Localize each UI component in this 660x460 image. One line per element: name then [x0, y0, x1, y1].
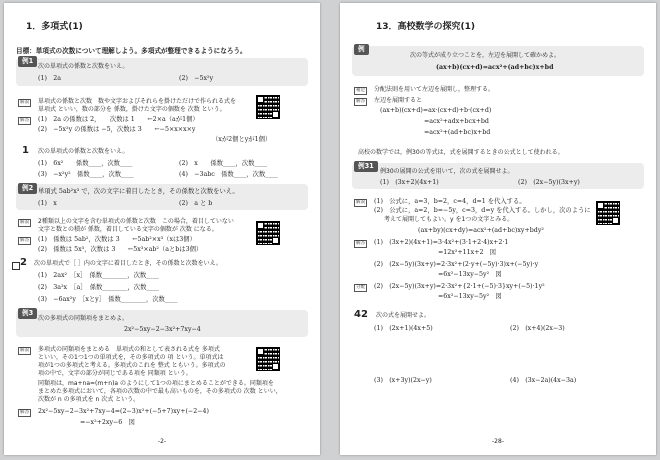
- definition-3-line-4: 項の中で，文字の部分が同じである項を 同類項 という。: [38, 370, 192, 377]
- answer-tag: 解答: [20, 410, 30, 415]
- solution-1-line-2: =12x²+11x+2 図: [438, 249, 497, 256]
- exercise-1-number: 1: [22, 145, 29, 156]
- exercise-42-text: 次の式を展開せよ。: [376, 312, 431, 319]
- exercise-1-row-1a: (1) 6x² 係数____，次数____: [38, 160, 133, 167]
- strategy-line-3: 考えて展開してもよい。y を1つの文字とみる。: [384, 216, 514, 223]
- page-title: 1．多項式(1): [26, 22, 83, 32]
- example-31-text: 例30の展開の公式を用いて，次の式を展開せよ。: [380, 168, 514, 175]
- example-2-text: 単項式 5ab²x³ で，次の文字に着目したとき，その係数と次数をいえ。: [38, 188, 239, 195]
- tip-1: 分配法則を用いて左辺を展開し，整理する。: [374, 86, 495, 93]
- goal-statement: 目標：単項式の次数について理解しよう。多項式が整理できるようになろう。: [16, 47, 247, 55]
- exercise-42-item-2: (2) (x+4)(2x−3): [510, 325, 565, 332]
- alternate-tag: 分配: [356, 285, 366, 290]
- answer-1-line-3: （xが2個とyが1個）: [212, 136, 272, 143]
- example-2-item-2: (2) a と b: [179, 200, 213, 207]
- example-1-item-1: (1) 2a: [38, 75, 61, 82]
- example-3-expression: 2x²−5xy−2−3x²+7xy−4: [124, 326, 201, 333]
- qr-code-icon[interactable]: [256, 221, 280, 245]
- example-30-text: 次の等式が成り立つことを，左辺を展開して確かめよ。: [410, 52, 561, 59]
- example-31-item-2: (2) (2x−5y)(3x+y): [518, 179, 580, 186]
- explanation-tag: 解説: [20, 220, 30, 225]
- example-30-expression: (ax+b)(cx+d)=acx²+(ad+bc)x+bd: [436, 64, 554, 71]
- definition-2-line-1: 2種類以上の文字を含む単項式の係数と次数 この場合，着目していない: [38, 218, 234, 225]
- exercise-42-number: 42: [354, 309, 368, 320]
- page-number: -2-: [157, 438, 167, 445]
- left-page: [4, 3, 320, 455]
- definition-3-line-6: まとめた多項式において，各項の次数の中で最も高いものを，その多項式の 次数 といい，: [38, 388, 282, 395]
- explanation-tag: 解説: [20, 348, 30, 353]
- answer-tag: 解答: [20, 118, 30, 123]
- example-2-item-1: (1) x: [38, 200, 57, 207]
- exercise-1-text: 次の単項式の係数と次数をいえ。: [38, 148, 129, 155]
- strategy-line-1: (1) 公式に，a=3，b=2，c=4，d=1 を代入する。: [374, 198, 526, 205]
- exercise-2-row-2: (2) 3a²x ［a］ 係数________，次数____: [38, 284, 159, 291]
- solution-2-line-1: (2) (2x−5y)(3x+y)=2·3x²+(2·y+(−5y)·3)x+(−5y)·y: [374, 261, 539, 268]
- definition-3-line-2: といい，その1つ1つの単項式を，その多項式の 項 という。単項式は: [38, 354, 224, 361]
- page-number: -28-: [492, 438, 504, 445]
- example-1-item-2: (2) −5x²y: [179, 75, 214, 82]
- strategy-line-2: (2) 公式に，a=2，b=−5y，c=3，d=y を代入する。しかし，次のように: [374, 207, 591, 214]
- exercise-checkbox[interactable]: [12, 262, 20, 270]
- answer-tag: 解答: [20, 238, 30, 243]
- solution-1-line-1: (1) (3x+2)(4x+1)=3·4x²+(3·1+2·4)x+2·1: [374, 239, 509, 246]
- explanation-tag: 解説: [20, 100, 30, 105]
- solution-3-line-1: (2) (2x−5y)(3x+y)=2·3x²+{2·1+(−5)·3}xy+(−5)·1y²: [374, 283, 545, 290]
- exercise-42-item-1: (1) (2x+1)(4x+5): [374, 325, 433, 332]
- answer-2-line-2: (2) 係数は 5x³，次数は 3 ←5x³×ab²（aとbは3個）: [38, 246, 203, 253]
- solution-3-line-2: =6x²−13xy−5y² 図: [438, 293, 502, 300]
- example-3-label: 例3: [18, 308, 37, 319]
- definition-3-line-1: 多項式の同類項をまとめる 単項式の和として表される式を 多項式: [38, 346, 220, 353]
- strategy-formula: (ax+by)(cx+dy)=acx²+(ad+bc)xy+bdy²: [418, 227, 544, 234]
- answer-3-line-1: 2x²−5xy−2−3x²+7xy−4=(2−3)x²+(−5+7)xy+(−2−4): [38, 408, 209, 415]
- explanation-tag: 解説: [356, 200, 366, 205]
- qr-code-icon[interactable]: [596, 201, 620, 225]
- qr-code-icon[interactable]: [256, 95, 280, 119]
- example-3-text: 次の多項式の同類項をまとめよ。: [38, 315, 129, 322]
- definition-3-line-7: 次数が n の多項式を n 次式 という。: [38, 396, 140, 403]
- answer-tag: 解答: [356, 99, 366, 104]
- example-2-label: 例2: [18, 183, 37, 194]
- example-1-label: 例1: [18, 56, 37, 67]
- page-title: 13．高校数学の探究(1): [376, 22, 476, 32]
- example-30-label: 例: [354, 44, 369, 55]
- right-page: [340, 3, 656, 455]
- qr-code-icon[interactable]: [256, 347, 280, 371]
- definition-1-line-2: 単項式 といい，数の部分を 係数，掛けた文字の個数を 次数 という。: [38, 106, 226, 113]
- derivation-line-3: =acx²+(ad+bc)x+bd: [424, 129, 491, 136]
- exercise-42-item-3: (3) (x+3y)(2x−y): [374, 377, 432, 384]
- exercise-2-text: 次の単項式で［ ］内の文字に着目したとき，その係数と次数をいえ。: [34, 260, 223, 267]
- answer-2-line-1: (1) 係数は 5ab²，次数は 3 ←5ab²×x³（xは3個）: [38, 236, 196, 243]
- left-side-text: 左辺を展開すると: [374, 97, 423, 104]
- supplement-tag: 補足: [356, 88, 366, 93]
- answer-1-line-1: (1) 2a の係数は 2， 次数は 1 ←2×a（aが1個）: [38, 116, 199, 123]
- solution-2-line-2: =6x²−13xy−5y² 図: [438, 271, 502, 278]
- derivation-line-1: (ax+b)(cx+d)=ax·(cx+d)+b·(cx+d): [380, 107, 492, 114]
- example-31-label: 例31: [354, 161, 378, 172]
- intro-text: 高校の数学では，例30の等式は，式を展開するときの公式として使われる。: [358, 149, 564, 156]
- exercise-42-item-4: (4) (3x−2a)(4x−3a): [510, 377, 577, 384]
- definition-1-line-1: 単項式の係数と次数 数や文字およびそれらを掛けただけで作られる式を: [38, 98, 237, 105]
- derivation-line-2: =acx²+adx+bcx+bd: [424, 118, 489, 125]
- exercise-1-row-1b: (2) x 係数____，次数____: [179, 160, 268, 167]
- answer-3-line-2: =−x²+2xy−6 図: [80, 419, 135, 426]
- exercise-1-row-2b: (4) −3abc 係数____，次数____: [179, 171, 278, 178]
- answer-1-line-2: (2) −5x²y の係数は −5，次数は 3 ←−5×x×x×y: [38, 126, 196, 133]
- exercise-1-row-2a: (3) −x²y² 係数____，次数____: [38, 171, 134, 178]
- answer-tag: 解答: [356, 241, 366, 246]
- exercise-2-row-3: (3) −6ax²y ［xとy］ 係数________，次数____: [38, 296, 178, 303]
- example-31-item-1: (1) (3x+2)(4x+1): [380, 179, 439, 186]
- definition-3-line-5: 同類項は，ma+na=(m+n)a のようにして1つの項にまとめることができる。同類項を: [38, 380, 274, 387]
- exercise-2-row-1: (1) 2ax² ［x］ 係数________，次数____: [38, 272, 159, 279]
- definition-2-line-2: 文字と数との積が 係数，着目している文字の個数が 次数 になる。: [38, 226, 218, 233]
- example-1-text: 次の単項式の係数と次数をいえ。: [38, 63, 129, 70]
- exercise-2-number: 2: [20, 257, 27, 268]
- definition-3-line-3: 項が1つの多項式と考える。多項式のこれを 整式 ともいう。多項式の: [38, 362, 226, 369]
